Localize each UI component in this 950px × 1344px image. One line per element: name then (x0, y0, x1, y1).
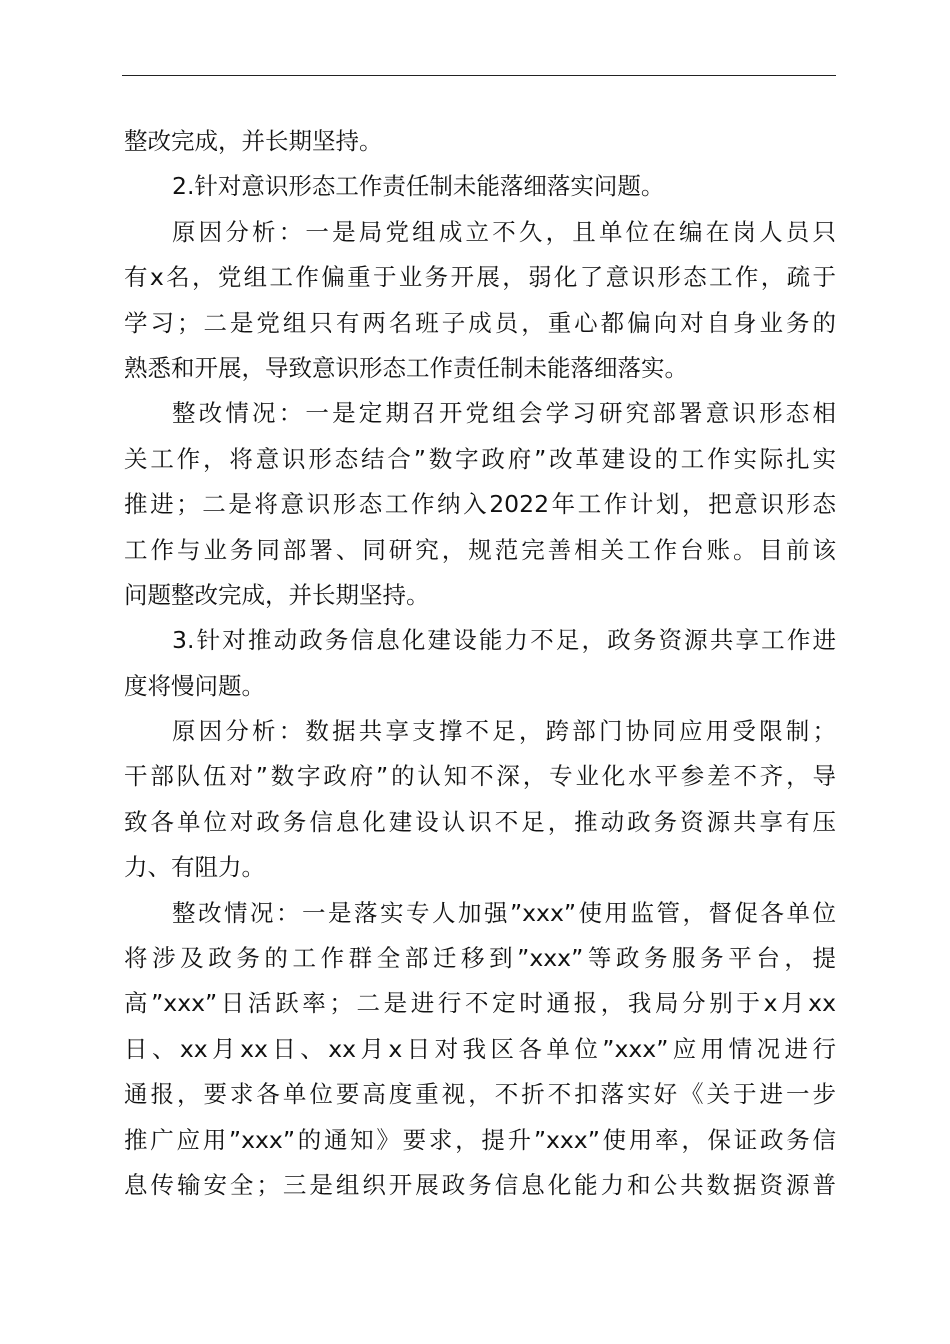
paragraph-line: 干部队伍对”数字政府”的认知不深，专业化水平参差不齐，导 (124, 762, 836, 791)
paragraph-line: 原因分析：数据共享支撑不足，跨部门协同应用受限制； (172, 717, 836, 746)
paragraph-line: 高”xxx”日活跃率；二是进行不定时通报，我局分别于x月xx (124, 989, 836, 1018)
section-heading: 2.针对意识形态工作责任制未能落细落实问题。 (172, 172, 665, 201)
paragraph-line: 问题整改完成，并长期坚持。 (124, 580, 430, 609)
paragraph-line: 整改情况：一是落实专人加强”xxx”使用监管，督促各单位 (172, 898, 836, 927)
paragraph-line: 力、有阻力。 (124, 853, 265, 882)
paragraph-line: 熟悉和开展，导致意识形态工作责任制未能落细落实。 (124, 353, 688, 382)
paragraph-line: 关工作，将意识形态结合”数字政府”改革建设的工作实际扎实 (124, 444, 836, 473)
paragraph-line: 推进；二是将意识形态工作纳入2022年工作计划，把意识形态 (124, 490, 836, 519)
paragraph-line: 通报，要求各单位要高度重视，不折不扣落实好《关于进一步 (124, 1080, 836, 1109)
paragraph-line: 将涉及政务的工作群全部迁移到”xxx”等政务服务平台，提 (124, 944, 836, 973)
paragraph-line: 日、xx月xx日、xx月x日对我区各单位”xxx”应用情况进行 (124, 1034, 836, 1063)
header-rule (122, 75, 836, 76)
section-heading: 3.针对推动政务信息化建设能力不足，政务资源共享工作进 (172, 626, 836, 655)
paragraph-line: 息传输安全；三是组织开展政务信息化能力和公共数据资源普 (124, 1170, 836, 1199)
paragraph-line: 致各单位对政务信息化建设认识不足，推动政务资源共享有压 (124, 807, 836, 836)
document-body (124, 119, 836, 1208)
paragraph-line: 原因分析：一是局党组成立不久，且单位在编在岗人员只 (172, 217, 836, 246)
paragraph-line: 学习；二是党组只有两名班子成员，重心都偏向对自身业务的 (124, 308, 836, 337)
paragraph-line: 工作与业务同部署、同研究，规范完善相关工作台账。目前该 (124, 535, 836, 564)
paragraph-line: 整改情况：一是定期召开党组会学习研究部署意识形态相 (172, 399, 836, 428)
paragraph-line: 整改完成，并长期坚持。 (124, 127, 383, 155)
paragraph-line: 有x名，党组工作偏重于业务开展，弱化了意识形态工作，疏于 (124, 263, 836, 292)
section-heading: 度将慢问题。 (124, 671, 265, 700)
paragraph-line: 推广应用”xxx”的通知》要求，提升”xxx”使用率，保证政务信 (124, 1125, 836, 1154)
